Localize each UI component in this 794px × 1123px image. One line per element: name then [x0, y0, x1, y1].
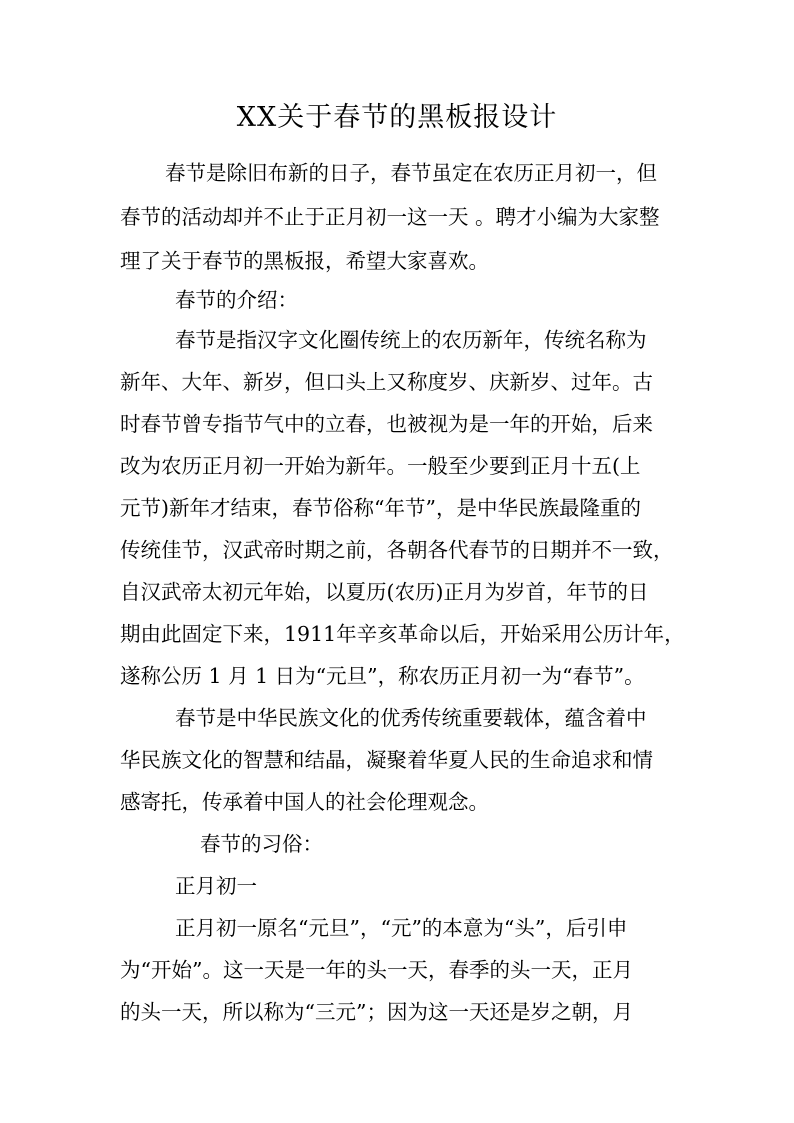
paragraph-line: 感寄托，传承着中国人的社会伦理观念。 [120, 790, 489, 814]
paragraph-line: 春节是中华民族文化的优秀传统重要载体，蕴含着中 [175, 706, 647, 730]
document-title: XX关于春节的黑板报设计 [236, 102, 558, 133]
paragraph-line: 正月初一原名“元旦”，“元”的本意为“头”，后引申 [175, 916, 628, 940]
section-heading: 春节的习俗： [200, 832, 323, 856]
paragraph-line: 遂称公历 1 月 1 日为“元旦”，称农历正月初一为“春节”。 [120, 664, 645, 688]
paragraph-line: 华民族文化的智慧和结晶，凝聚着华夏人民的生命追求和情 [120, 748, 653, 772]
paragraph-line: 新年、大年、新岁，但口头上又称度岁、庆新岁、过年。古 [120, 370, 653, 394]
paragraph-line: 的头一天，所以称为“三元”；因为这一天还是岁之朝，月 [120, 1000, 633, 1024]
paragraph-line: 春节是指汉字文化圈传统上的农历新年，传统名称为 [175, 328, 647, 352]
paragraph-line: 春节是除旧布新的日子，春节虽定在农历正月初一，但 [165, 161, 657, 185]
paragraph-line: 春节的活动却并不止于正月初一这一天 。聘才小编为大家整 [120, 205, 660, 229]
paragraph-line: 时春节曾专指节气中的立春，也被视为是一年的开始，后来 [120, 412, 653, 436]
paragraph-line: 传统佳节，汉武帝时期之前，各朝各代春节的日期并不一致， [120, 538, 674, 562]
paragraph-line: 理了关于春节的黑板报，希望大家喜欢。 [120, 249, 489, 273]
paragraph-line: 元节)新年才结束，春节俗称“年节”，是中华民族最隆重的 [120, 496, 641, 520]
section-heading: 春节的介绍： [175, 288, 298, 312]
subsection-heading: 正月初一 [175, 874, 257, 898]
paragraph-line: 为“开始”。这一天是一年的头一天，春季的头一天，正月 [120, 958, 633, 982]
paragraph-line: 期由此固定下来，1911年辛亥革命以后，开始采用公历计年， [120, 622, 685, 646]
paragraph-line: 改为农历正月初一开始为新年。一般至少要到正月十五(上 [120, 454, 641, 478]
paragraph-line: 自汉武帝太初元年始，以夏历(农历)正月为岁首，年节的日 [120, 580, 649, 604]
